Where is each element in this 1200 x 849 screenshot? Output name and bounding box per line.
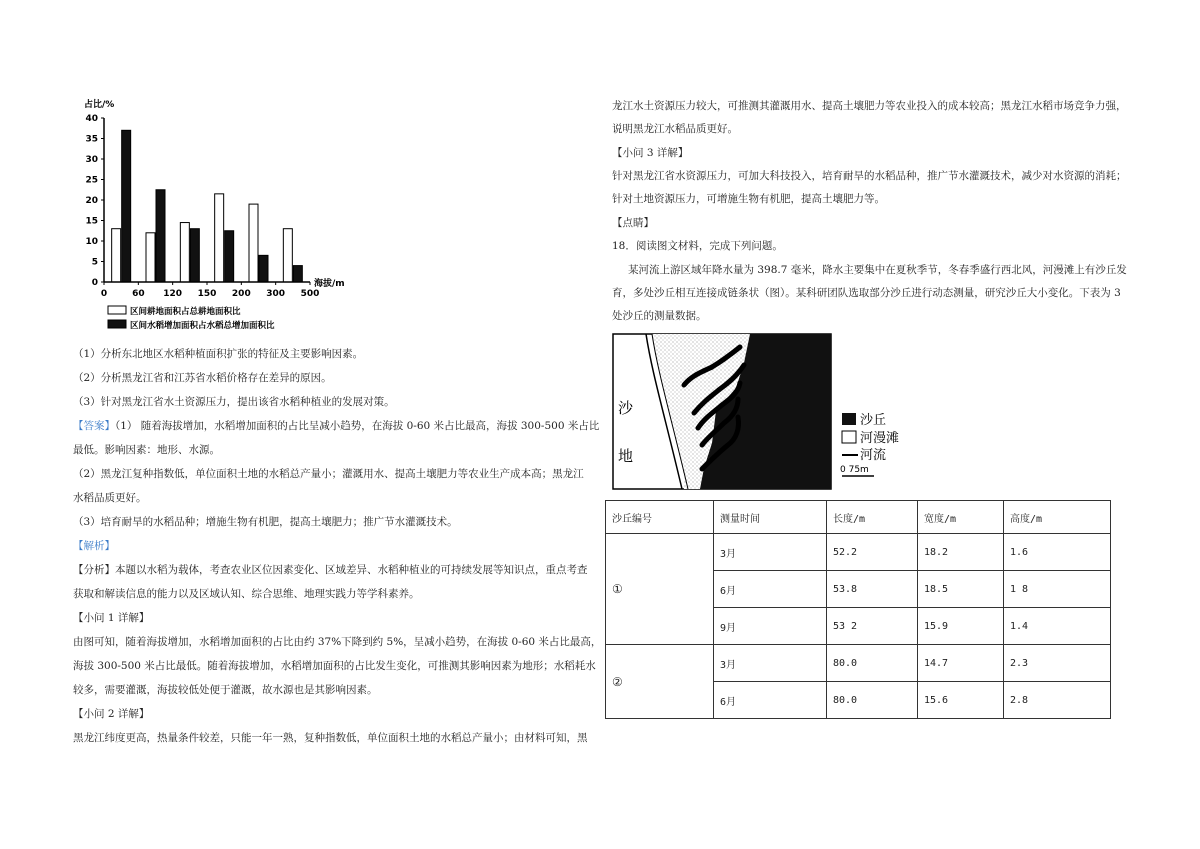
bar-rice-increase-share (259, 255, 268, 282)
header-height: 高度/m (1004, 501, 1111, 534)
cell-width: 15.9 (918, 608, 1004, 645)
dune-map-figure (612, 333, 912, 493)
cell-width: 18.2 (918, 534, 1004, 571)
legend-swatch-rice (108, 320, 126, 328)
y-tick-label: 25 (85, 175, 98, 186)
answer-tag: 【答案】 (73, 420, 115, 432)
legend-dune-label: 沙丘 (860, 413, 887, 428)
bar-arable-share (180, 223, 189, 282)
material-line-2: 育，多处沙丘相互连接成链条状（图）。某科研团队选取部分沙丘进行动态测量，研究沙丘大小变化。下表为 3 (612, 287, 1121, 299)
x-tick-label: 200 (231, 289, 251, 299)
table-row (606, 534, 1111, 571)
bar-arable-share (146, 233, 155, 282)
x-tick-label: 60 (132, 289, 145, 299)
cell-length: 52.2 (827, 534, 918, 571)
bar-rice-increase-share (156, 190, 165, 282)
question-2: （2）分析黑龙江省和江苏省水稻价格存在差异的原因。 (73, 372, 332, 384)
y-tick-label: 15 (85, 216, 98, 227)
scale-label: 0 75m (840, 465, 869, 475)
bar-rice-increase-share (225, 231, 234, 282)
sub-question-3-heading: 【小问 3 详解】 (612, 147, 689, 159)
bar-rice-increase-share (122, 130, 131, 282)
sub-question-1-line-3: 较多，需要灌溉，海拔较低处便于灌溉，故水源也是其影响因素。 (73, 684, 378, 696)
cell-time: 3月 (714, 645, 827, 682)
bar-arable-share (283, 229, 292, 282)
answer-1-line-2: 最低。影响因素：地形、水源。 (73, 444, 220, 456)
analysis-line-2: 获取和解读信息的能力以及区域认知、综合思维、地理实践力等学科素养。 (73, 588, 420, 600)
question-3: （3）针对黑龙江省水土资源压力，提出该省水稻种植业的发展对策。 (73, 396, 395, 408)
legend-floodplain-swatch (842, 431, 856, 443)
dune-2-id: ② (606, 645, 714, 719)
rice-area-bar-chart (70, 92, 345, 342)
dune-1-id: ① (606, 534, 714, 645)
y-tick-label: 0 (91, 278, 98, 288)
cell-length: 53.8 (827, 571, 918, 608)
sub-question-3-line-1: 针对黑龙江省水资源压力，可加大科技投入，培育耐旱的水稻品种，推广节水灌溉技术，减少对水资源的消耗； (612, 170, 1127, 182)
table-row (606, 645, 1111, 682)
chart-xlabel: 海拔/m (314, 279, 345, 289)
question-18-title: 18．阅读图文材料，完成下列问题。 (612, 240, 783, 252)
sub-question-3-line-2: 针对土地资源压力，可增施生物有机肥，提高土壤肥力等。 (612, 193, 885, 205)
answer-3: （3）培育耐旱的水稻品种；增施生物有机肥，提高土壤肥力；推广节水灌溉技术。 (73, 516, 458, 528)
sub-question-2-heading: 【小问 2 详解】 (73, 708, 150, 720)
dianjing-heading: 【点睛】 (612, 217, 654, 229)
table-header-row (606, 501, 1111, 534)
sub-question-1-line-1: 由图可知，随着海拔增加，水稻增加面积的占比由约 37%下降到约 5%，呈减小趋势，在海拔 0-60 米占比最高， (73, 636, 602, 648)
cell-height: 1.6 (1004, 534, 1111, 571)
cell-time: 6月 (714, 682, 827, 719)
y-tick-label: 10 (85, 237, 98, 247)
dune-measurement-table (605, 500, 1111, 719)
question-1: （1）分析东北地区水稻种植面积扩张的特征及主要影响因素。 (73, 348, 364, 360)
y-tick-label: 5 (91, 257, 98, 268)
y-tick-label: 30 (85, 155, 98, 165)
answer-2-line-2: 水稻品质更好。 (73, 492, 147, 504)
answer-2-line-1: （2）黑龙江复种指数低，单位面积土地的水稻总产量小；灌溉用水、提高土壤肥力等农业生产成本高；黑龙江 (73, 468, 584, 480)
legend-label-arable: 区间耕地面积占总耕地面积比 (130, 307, 241, 317)
cell-height: 2.3 (1004, 645, 1111, 682)
header-time: 测量时间 (714, 501, 827, 534)
continued-line-2: 说明黑龙江水稻品质更好。 (612, 123, 738, 135)
x-tick-label: 500 (300, 289, 320, 299)
cell-length: 80.0 (827, 645, 918, 682)
legend-label-rice: 区间水稻增加面积占水稻总增加面积比 (130, 321, 275, 331)
cell-height: 1 8 (1004, 571, 1111, 608)
header-width: 宽度/m (918, 501, 1004, 534)
continued-line-1: 龙江水土资源压力较大，可推测其灌溉用水、提高土壤肥力等农业投入的成本较高；黑龙江水稻市场竞争力强， (612, 100, 1127, 112)
y-tick-label: 20 (85, 196, 98, 206)
bar-rice-increase-share (293, 266, 302, 282)
material-line-3: 处沙丘的测量数据。 (612, 310, 707, 322)
x-tick-label: 120 (163, 289, 183, 299)
bar-arable-share (249, 204, 258, 282)
legend-dune-swatch (842, 413, 856, 425)
cell-height: 1.4 (1004, 608, 1111, 645)
sand-land-label-1: 沙 (618, 399, 634, 417)
bar-rice-increase-share (190, 229, 199, 282)
analysis-tag: 【解析】 (73, 540, 115, 552)
bar-arable-share (215, 194, 224, 282)
cell-time: 3月 (714, 534, 827, 571)
header-dune-id: 沙丘编号 (606, 501, 714, 534)
y-tick-label: 35 (85, 134, 98, 145)
legend-swatch-arable (108, 306, 126, 314)
material-line-1: 某河流上游区域年降水量为 398.7 毫米，降水主要集中在夏秋季节，冬春季盛行西北风，河漫滩上有沙丘发 (628, 264, 1127, 276)
sand-land-label-2: 地 (618, 447, 634, 465)
x-tick-label: 300 (266, 289, 286, 299)
answer-1-text: （1） 随着海拔增加，水稻增加面积的占比呈减小趋势，在海拔 0-60 米占比最高，海拔 300-500 米占比 (115, 420, 600, 432)
chart-ylabel: 占比/% (84, 100, 115, 110)
cell-width: 15.6 (918, 682, 1004, 719)
header-length: 长度/m (827, 501, 918, 534)
cell-width: 18.5 (918, 571, 1004, 608)
cell-width: 14.7 (918, 645, 1004, 682)
x-tick-label: 0 (100, 289, 108, 299)
sub-question-2-line-1: 黑龙江纬度更高，热量条件较差，只能一年一熟，复种指数低，单位面积土地的水稻总产量小；由材料可知，黑 (73, 732, 588, 744)
sub-question-1-heading: 【小问 1 详解】 (73, 612, 150, 624)
cell-length: 80.0 (827, 682, 918, 719)
sub-question-1-line-2: 海拔 300-500 米占比最低。随着海拔增加，水稻增加面积的占比发生变化，可推测其影响因素为地形；水稻耗水 (73, 660, 596, 672)
y-tick-label: 40 (85, 114, 98, 124)
cell-length: 53 2 (827, 608, 918, 645)
x-tick-label: 150 (197, 289, 217, 299)
legend-river-label: 河流 (860, 448, 887, 463)
cell-time: 9月 (714, 608, 827, 645)
analysis-line-1: 【分析】本题以水稻为载体，考查农业区位因素变化、区域差异、水稻种植业的可持续发展等知识点，重点考查 (73, 564, 588, 576)
bar-arable-share (112, 229, 121, 282)
answer-1-line-1 (73, 419, 599, 433)
cell-time: 6月 (714, 571, 827, 608)
cell-height: 2.8 (1004, 682, 1111, 719)
legend-floodplain-label: 河漫滩 (860, 431, 900, 446)
